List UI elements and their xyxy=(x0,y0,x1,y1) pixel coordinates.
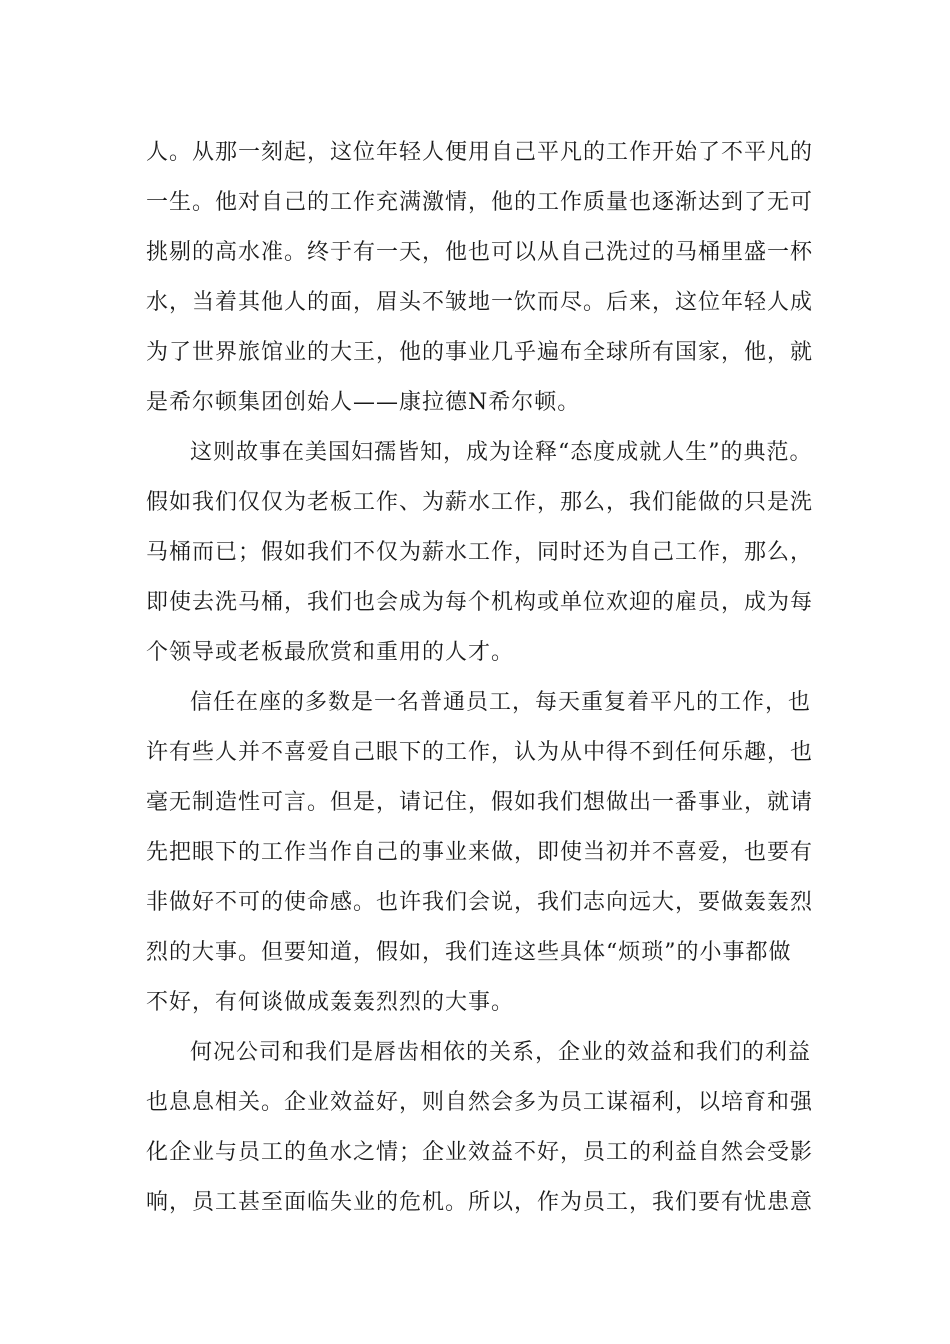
paragraph-1-line-3: 挑剔的高水准。终于有一天，他也可以从自己洗过的马桶里盛一杯 xyxy=(146,240,814,265)
paragraph-4-line-2: 也息息相关。企业效益好，则自然会多为员工谋福利，以培育和强 xyxy=(146,1090,814,1115)
paragraph-4-line-3: 化企业与员工的鱼水之情；企业效益不好，员工的利益自然会受影 xyxy=(146,1140,814,1165)
paragraph-3-line-3: 毫无制造性可言。但是，请记住，假如我们想做出一番事业，就请 xyxy=(146,790,814,815)
paragraph-2-line-2: 假如我们仅仅为老板工作、为薪水工作，那么，我们能做的只是洗 xyxy=(146,490,814,515)
paragraph-1-line-6: 是希尔顿集团创始人——康拉德N希尔顿。 xyxy=(146,390,581,415)
paragraph-1-line-5: 为了世界旅馆业的大王，他的事业几乎遍布全球所有国家，他，就 xyxy=(146,340,814,365)
paragraph-4-line-1: 何况公司和我们是唇齿相依的关系，企业的效益和我们的利益 xyxy=(190,1040,812,1065)
paragraph-2-line-5: 个领导或老板最欣赏和重用的人才。 xyxy=(146,640,515,665)
paragraph-2-line-3: 马桶而已；假如我们不仅为薪水工作，同时还为自己工作，那么， xyxy=(146,540,814,565)
body-text xyxy=(146,128,826,1228)
paragraph-1-line-4: 水，当着其他人的面，眉头不皱地一饮而尽。后来，这位年轻人成 xyxy=(146,290,814,315)
paragraph-3-line-6: 烈的大事。但要知道，假如，我们连这些具体“烦琐”的小事都做 xyxy=(146,940,792,965)
paragraph-1-line-2: 一生。他对自己的工作充满激情，他的工作质量也逐渐达到了无可 xyxy=(146,190,814,215)
paragraph-4-line-4: 响，员工甚至面临失业的危机。所以，作为员工，我们要有忧患意 xyxy=(146,1190,814,1215)
paragraph-3-line-4: 先把眼下的工作当作自己的事业来做，即使当初并不喜爱，也要有 xyxy=(146,840,814,865)
paragraph-3-line-7: 不好，有何谈做成轰轰烈烈的大事。 xyxy=(146,990,515,1015)
paragraph-2-line-4: 即使去洗马桶，我们也会成为每个机构或单位欢迎的雇员，成为每 xyxy=(146,590,814,615)
paragraph-3-line-2: 许有些人并不喜爱自己眼下的工作，认为从中得不到任何乐趣，也 xyxy=(146,740,814,765)
paragraph-1-line-1: 人。从那一刻起，这位年轻人便用自己平凡的工作开始了不平凡的 xyxy=(146,140,814,165)
paragraph-3-line-5: 非做好不可的使命感。也许我们会说，我们志向远大，要做轰轰烈 xyxy=(146,890,814,915)
paragraph-3-line-1: 信任在座的多数是一名普通员工，每天重复着平凡的工作，也 xyxy=(190,690,812,715)
paragraph-2-line-1: 这则故事在美国妇孺皆知，成为诠释“态度成就人生”的典范。 xyxy=(190,440,813,465)
